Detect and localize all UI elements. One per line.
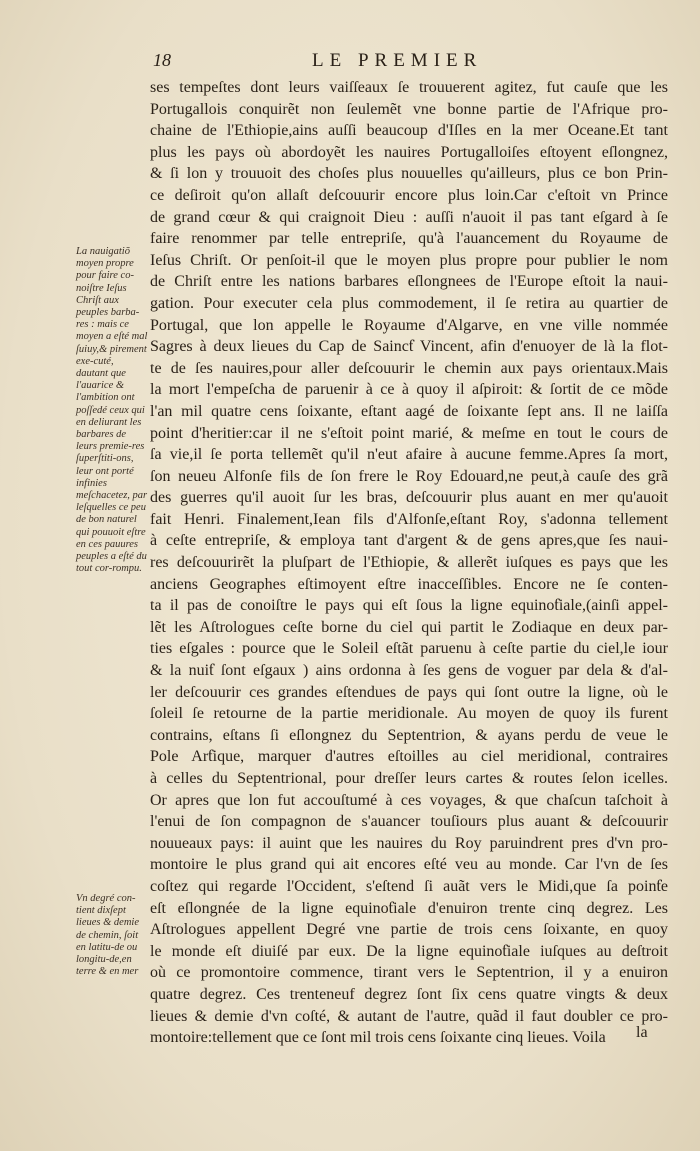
text-line: des guerres qu'il auoit ſur les bras, deſcouurir plus auant en mer qu'auoit (150, 489, 668, 507)
page-number: 18 (153, 50, 171, 70)
text-line: Portugal, que lon appelle le Royaume d'Algarve, en vne ville nommée (150, 316, 668, 334)
text-line: Portugallois conquirẽt non ſeulemẽt vne bonne partie de l'Afrique pro- (150, 100, 668, 118)
text-line: Aſtrologues appellent Degré vne partie de trois cens ſoixante, en quoy (150, 921, 668, 939)
text-line: & ſi lon y trouuoit des choſes plus nouuelles qu'ailleurs, plus ce bon Prin- (150, 165, 668, 183)
text-line: de Chriſt entre les nations barbares eſlongnees de l'Europe eſtoit la naui- (150, 273, 668, 291)
text-line: à ceſte entrepriſe, & employa tant d'argent & de gens apres,que ſes naui- (150, 532, 668, 550)
text-line: contrains, eſtans ſi eſlongnez du Septentrion, & ayans perdu de veue le (150, 726, 668, 744)
text-line: montoire:tellement que ce ſont mil trois cens ſoixante cinq lieues. Voila (150, 1029, 606, 1047)
text-line: faire renommer par telle entrepriſe, qu'à l'auancement du Royaume de (150, 230, 668, 248)
text-line: Or apres que lon fut accouſtumé à ces voyages, & que chaſcun taſchoit à (150, 791, 668, 809)
margin-note-navigation: La nauigatiõ moyen propre pour faire co-noiſtre Ieſus Chriſt aux peuples barba-res : mais ce moyen a eſté mal ſuiuy,& pirement exe-cuté, dautant que l'auarice & l'ambition ont poſſedé ceux qui en deliurant les barbares de leurs premie-res ſuperſtiti-ons, leur ont porté infinies meſchacetez, par leſquelles ce peu de bon naturel qui pouuoit eſtre en ces pauures peuples a eſté du tout cor-rompu. (76, 246, 148, 575)
text-line: ties eſgales : pource que le Soleil eſtãt paruenu à ceſte partie du ciel,le iour (150, 640, 668, 658)
margin-note-degree: Vn degré con-tient dixſept lieues & demie de chemin, ſoit en latitu-de ou longitu-de,en terre & en mer (76, 893, 139, 978)
text-line: lẽt les Aſtrologues ceſte borne du ciel qui partit le Zodiaque en deux par- (150, 618, 668, 636)
text-line: plus les pays où abordoyẽt les nauires Portugalloiſes eſtoyent eſlongnez, (150, 143, 668, 161)
text-line: l'an mil quatre cens ſoixante, eſtant aagé de ſoixante ſept ans. Il ne laiſſa (150, 402, 668, 420)
text-line: où ce promontoire commence, tirant vers le Septentrion, il y a enuiron (150, 964, 668, 982)
text-line: l'enui de ſon compagnon de s'auancer touſiours plus auant & deſcouurir (150, 813, 668, 831)
text-line: le monde eſt diuiſé par eux. De la ligne equinoƭiale iuſques au deſtroit (150, 942, 668, 960)
text-line: quatre degrez. Ces trenteneuf degrez ſont ſix cens quatre vingts & deux (150, 985, 668, 1003)
text-line: res deſcouurirẽt la pluſpart de l'Ethiopie, & allerẽt iuſques es pays que les (150, 554, 668, 572)
text-line: ſoleil ſe retourne de la partie meridionale. Au moyen de quoy ils furent (150, 705, 668, 723)
text-line: lieues & demie d'vn coſté, & autant de l'autre, quãd il faut doubler ce pro- (150, 1007, 668, 1025)
text-line: Sagres à deux lieues du Cap de Saincƭ Vincent, afin d'enuoyer de là la flot- (150, 338, 668, 356)
text-line: ce deſiroit qu'on allaſt deſcouurir encore plus loin.Car c'eſtoit vn Prince (150, 186, 668, 204)
text-line: point d'heritier:car il ne s'eſtoit point marié, & meſme en tout le cours de (150, 424, 668, 442)
text-line: ler deſcouurir ces grandes eſtendues de pays qui ſont outre la ligne, où le (150, 683, 668, 701)
text-line: eſt eſlongnée de la ligne equinoƭiale d'enuiron trente cinq degrez. Les (150, 899, 668, 917)
text-line: & la nuiƭ ſont eſgaux ) ains ordonna à ſes gens de voguer par dela & d'al- (150, 662, 668, 680)
main-text (150, 77, 668, 1049)
running-title: LE PREMIER (312, 50, 483, 71)
page-header (0, 50, 700, 78)
text-line: à celles du Septentrional, pour dreſſer leurs cartes & routes ſelon icelles. (150, 770, 668, 787)
text-line: anciens Geographes eſtimoyent eſtre inacceſſibles. Encore ne ſe conten- (150, 575, 668, 593)
text-line: la mort l'empeſcha de paruenir à ce à quoy il aſpiroit: & ſortit de ce mõde (150, 381, 668, 399)
text-line: ſon neueu Alfonſe fils de ſon frere le Roy Edouard,ne peut,à cauſe des grã (150, 467, 668, 485)
text-line: gation. Pour executer cela plus commodement, il ſe retira au quartier de (150, 294, 668, 312)
text-line: nouueaux pays: il auint que les nauires du Roy paruindrent pres d'vn pro- (150, 834, 668, 852)
catchword: la (636, 1024, 648, 1041)
text-line: Pole Arƭique, marquer d'autres eſtoilles au ciel meridional, contraires (150, 748, 668, 766)
text-line: te de ſes nauires,pour aller deſcouurir le chemin aux pays orientaux.Mais (150, 359, 668, 377)
text-line: montoire le plus grand qui ait encores eſté veu au monde. Car l'vn de ſes (150, 856, 668, 874)
text-line: fait Henri. Finalement,Iean fils d'Alfonſe,eſtant Roy, s'adonna tellement (150, 510, 668, 528)
text-line: coſtez qui regarde l'Occident, s'eſtend ſi auãt vers le Midi,que ſa poinƭe (150, 877, 668, 895)
text-line: Ieſus Chriſt. Or penſoit-il que le moyen plus propre pour publier le nom (150, 251, 668, 269)
text-line: chaine de l'Ethiopie,ains auſſi beaucoup d'Iſles en la mer Oceane.Et tant (150, 122, 668, 140)
text-line: de grand cœur & qui craignoit Dieu : auſſi n'auoit il pas tant eſgard à ſe (150, 208, 668, 226)
text-line: ta il pas de conoiſtre le pays qui eſt ſous la ligne equinoƭiale,(ainſi appel- (150, 597, 668, 615)
text-line: ses tempeſtes dont leurs vaiſſeaux ſe trouuerent agitez, fut cauſe que les (150, 79, 668, 96)
text-line: ſa vie,il ſe porta tellemẽt qu'il n'eut afaire à aucune femme.Apres ſa mort, (150, 446, 668, 464)
